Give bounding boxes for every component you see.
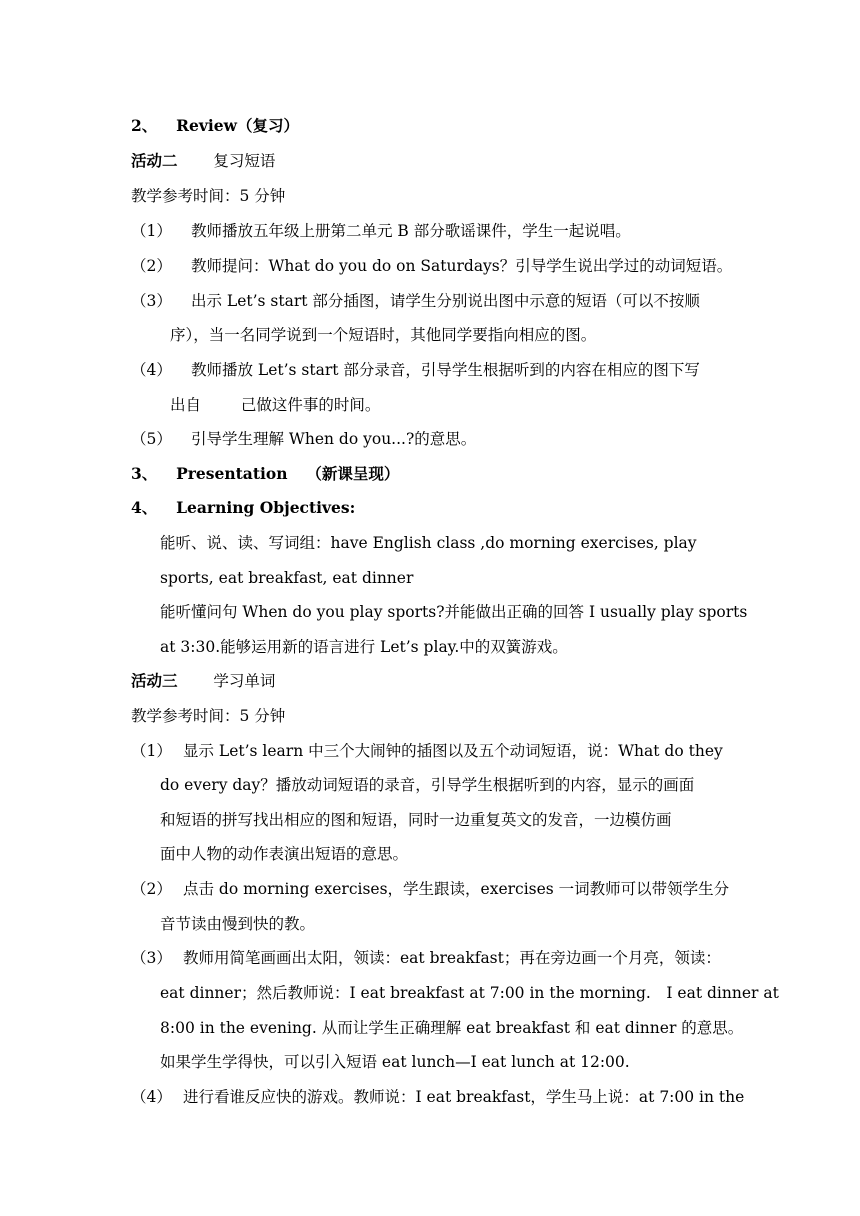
list-item-continuation: [160, 810, 672, 830]
item-number: （1）: [131, 222, 172, 240]
activity-heading-3: [131, 671, 275, 691]
objective-text: [160, 568, 413, 588]
list-item: [131, 879, 729, 899]
list-item: [131, 1087, 744, 1107]
section-heading-presentation: [131, 464, 399, 484]
activity-heading-2: [131, 151, 275, 171]
item-number: （3）: [131, 292, 172, 310]
item-number: （2）: [131, 257, 172, 275]
item-number: （1）: [131, 742, 172, 760]
time-reference: [131, 706, 285, 726]
time-reference: [131, 186, 285, 206]
activity-title: 学习单词: [213, 672, 276, 690]
item-text: 教师提问：What do you do on Saturdays？引导学生说出学过的动词短语。: [191, 257, 733, 275]
item-text: 出示 Let’s start 部分插图，请学生分别说出图中示意的短语（可以不按顺: [191, 292, 700, 310]
item-text: 和短语的拼写找出相应的图和短语，同时一边重复英文的发音，一边模仿画: [160, 811, 672, 829]
item-text: eat dinner；然后教师说：I eat breakfast at 7:00 in the morning. I eat dinner at: [160, 984, 779, 1002]
list-item-continuation: [160, 1018, 743, 1038]
item-text: 音节读由慢到快的教。: [160, 915, 316, 933]
item-text: 序），当一名同学说到一个短语时，其他同学要指向相应的图。: [170, 326, 597, 344]
list-item-continuation: [170, 395, 380, 415]
activity-label: 活动二: [131, 151, 178, 170]
item-text: 教师用简笔画画出太阳，领读：eat breakfast；再在旁边画一个月亮，领读：: [183, 949, 721, 967]
item-text: 进行看谁反应快的游戏。教师说：I eat breakfast，学生马上说：at 7:00 in the: [183, 1088, 745, 1106]
item-number: （5）: [131, 430, 172, 448]
item-text-part: 己做这件事的时间。: [240, 396, 381, 414]
item-text: do every day？播放动词短语的录音，引导学生根据听到的内容，显示的画面: [160, 776, 695, 794]
item-text: 面中人物的动作表演出短语的意思。: [160, 845, 409, 863]
item-number: （4）: [131, 1088, 172, 1106]
activity-label: 活动三: [131, 671, 178, 690]
list-item: [131, 360, 700, 380]
list-item-continuation: [160, 844, 408, 864]
list-item: [131, 429, 476, 449]
objective-text: [160, 533, 697, 553]
list-item-continuation: [160, 1052, 630, 1072]
item-text: 如果学生学得快，可以引入短语 eat lunch—I eat lunch at 12:00.: [160, 1053, 630, 1071]
item-text: 教师播放 Let’s start 部分录音，引导学生根据听到的内容在相应的图下写: [191, 361, 700, 379]
section-number: 2、: [131, 116, 158, 135]
section-title: Learning Objectives:: [176, 498, 356, 517]
activity-title: 复习短语: [213, 152, 276, 170]
objective-text: [160, 637, 568, 657]
item-text: 点击 do morning exercises，学生跟读，exercises 一词教师可以带领学生分: [183, 880, 730, 898]
section-heading-objectives: [131, 498, 355, 518]
item-number: （3）: [131, 949, 172, 967]
time-text: 教学参考时间：5 分钟: [131, 707, 286, 725]
item-number: （4）: [131, 361, 172, 379]
objective-text: [160, 602, 747, 622]
list-item-continuation: [160, 775, 694, 795]
item-number: （2）: [131, 880, 172, 898]
paragraph-line: 能听、说、读、写词组：have English class ,do morning exercises, play: [160, 534, 697, 552]
section-subtitle: （新课呈现）: [306, 464, 400, 483]
section-number: 4、: [131, 498, 158, 517]
paragraph-line: sports, eat breakfast, eat dinner: [160, 569, 414, 587]
item-text: 教师播放五年级上册第二单元 B 部分歌谣课件，学生一起说唱。: [191, 222, 631, 240]
list-item-continuation: [170, 325, 596, 345]
section-title: Review（复习）: [176, 116, 299, 135]
item-text-part: 出自: [170, 396, 202, 414]
section-heading-review: [131, 116, 299, 136]
list-item: [131, 741, 723, 761]
list-item-continuation: [160, 983, 779, 1003]
paragraph-line: at 3:30.能够运用新的语言进行 Let’s play.中的双簧游戏。: [160, 638, 568, 656]
section-title: Presentation: [176, 464, 288, 483]
list-item: [131, 221, 631, 241]
list-item: [131, 256, 732, 276]
list-item: [131, 291, 700, 311]
paragraph-line: 能听懂问句 When do you play sports?并能做出正确的回答 I usually play sports: [160, 603, 748, 621]
item-text: 8:00 in the evening. 从而让学生正确理解 eat breakfast 和 eat dinner 的意思。: [160, 1019, 744, 1037]
item-text: 引导学生理解 When do you...?的意思。: [191, 430, 477, 448]
list-item: [131, 948, 721, 968]
time-text: 教学参考时间：5 分钟: [131, 187, 286, 205]
section-number: 3、: [131, 464, 158, 483]
item-text: 显示 Let’s learn 中三个大闹钟的插图以及五个动词短语，说：What do they: [183, 742, 723, 760]
list-item-continuation: [160, 914, 315, 934]
